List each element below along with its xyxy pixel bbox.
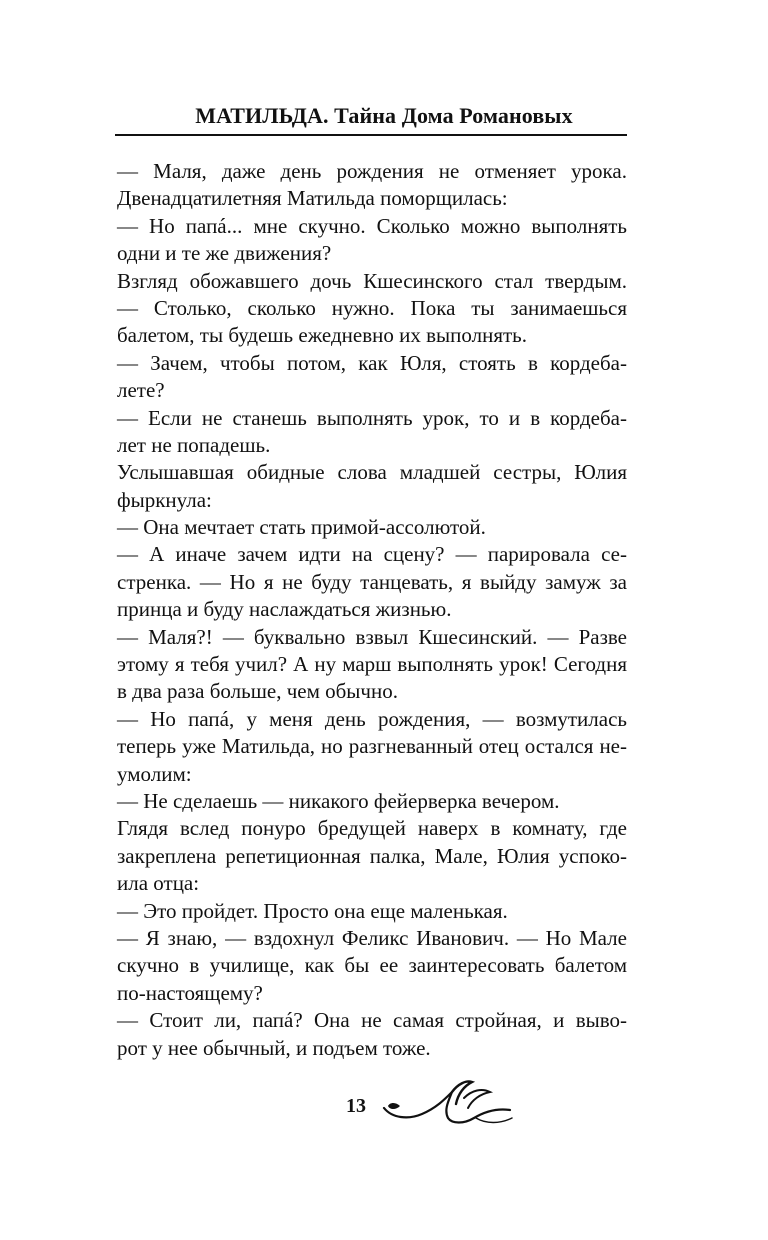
header-rule [115,134,627,136]
text-line: — Маля, даже день рождения не отменяет урока. [117,159,627,183]
text-line: — Я знаю, — вздохнул Феликс Иванович. — Но Мале [117,925,627,950]
text-line: стренка. — Но я не буду танцевать, я выйду замуж за [117,569,627,594]
text-line: — Если не станешь выполнять урок, то и в кордеба- [117,405,627,430]
text-line: одни и те же движения? [117,241,332,266]
text-line: — Но папá, у меня день рождения, — возмутилась [117,706,627,731]
text-line: — А иначе зачем идти на сцену? — парировала се- [117,542,627,567]
text-line: по-настоящему? [117,980,263,1005]
text-line: Глядя вслед понуро бредущей наверх в комнату, где [117,816,627,841]
body-text [117,158,627,1062]
text-line: принца и буду наслаждаться жизнью. [117,597,452,622]
text-line: скучно в училище, как бы ее заинтересовать балетом [117,953,627,978]
text-line: в два раза больше, чем обычно. [117,679,398,704]
text-line: фыркнула: [117,487,212,512]
running-title: МАТИЛЬДА. Тайна Дома Романовых [195,103,573,128]
text-line: — Не сделаешь — никакого фейерверка вечером. [117,788,560,813]
page-number: 13 [346,1095,366,1117]
text-line: умолим: [117,761,192,786]
text-line: лет не попадешь. [117,432,271,457]
text-line: — Зачем, чтобы потом, как Юля, стоять в кордеба- [117,350,627,375]
text-line: ила отца: [117,871,200,896]
text-line: этому я тебя учил? А ну марш выполнять урок! Сегодня [117,652,627,677]
text-line: Двенадцатилетняя Матильда поморщилась: [117,186,508,211]
text-line: рот у нее обычный, и подъем тоже. [117,1035,431,1060]
text-line: — Это пройдет. Просто она еще маленькая. [117,898,508,923]
text-line: — Столько, сколько нужно. Пока ты занимаешься [117,295,627,320]
flourish-ornament-icon [378,1074,518,1134]
text-line: — Стоит ли, папá? Она не самая стройная, и выво- [117,1008,627,1033]
text-line: теперь уже Матильда, но разгневанный отец остался не- [117,734,627,759]
text-line: — Но папá... мне скучно. Сколько можно выполнять [117,213,627,238]
text-line: балетом, ты будешь ежедневно их выполнять. [117,323,527,348]
text-line: закреплена репетиционная палка, Мале, Юлия успоко- [117,843,627,868]
text-line: Услышавшая обидные слова младшей сестры, Юлия [117,460,627,485]
text-line: — Маля?! — буквально взвыл Кшесинский. — Разве [117,624,627,649]
text-line: лете? [117,378,165,403]
text-line: Взгляд обожавшего дочь Кшесинского стал твердым. [117,268,627,293]
text-line: — Она мечтает стать примой-ассолютой. [117,515,486,540]
